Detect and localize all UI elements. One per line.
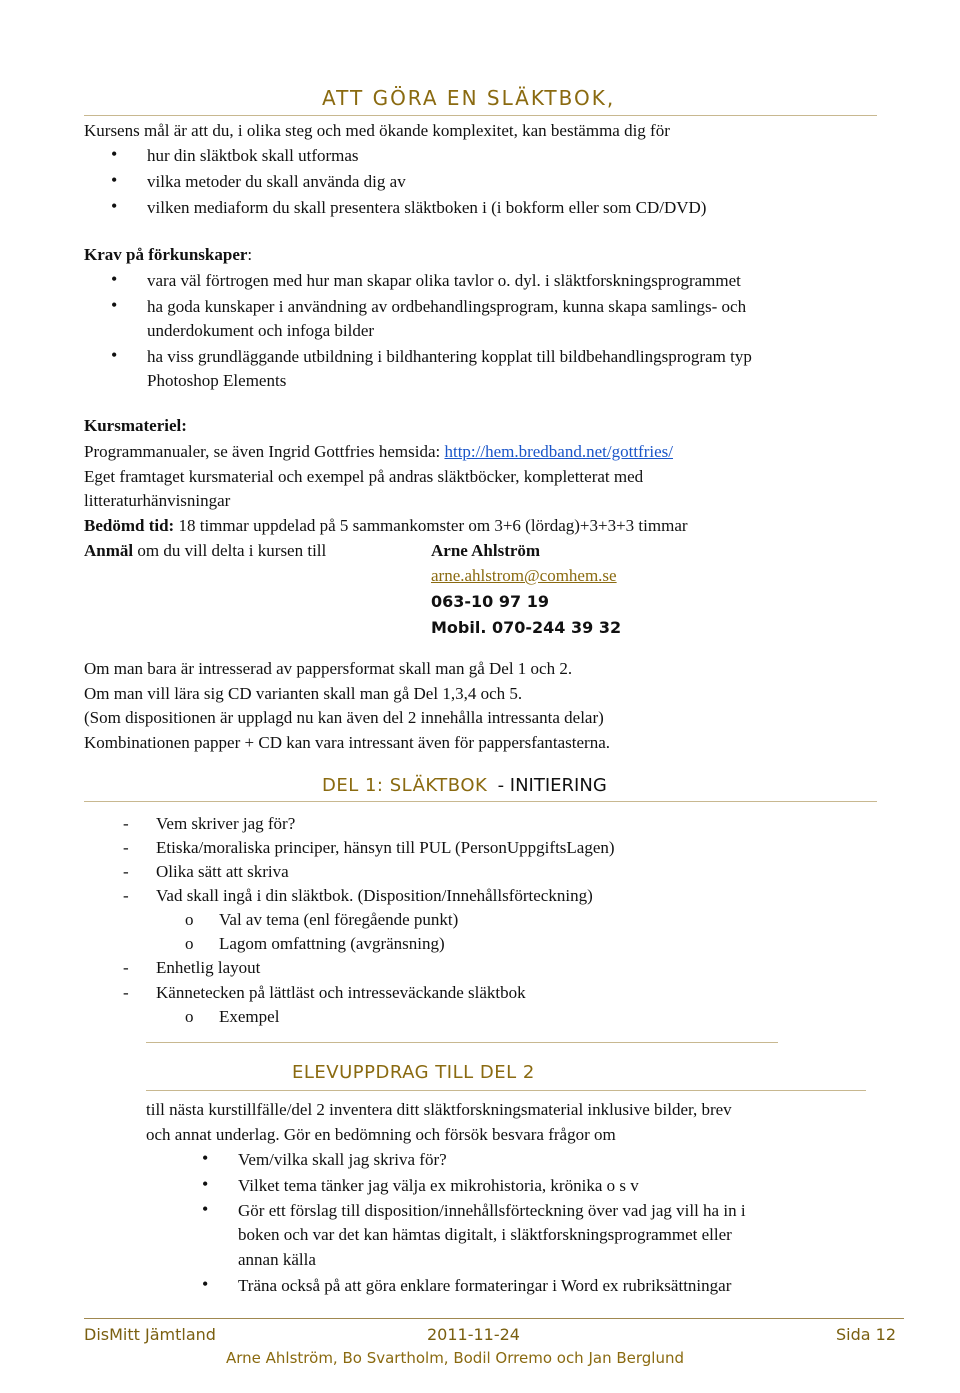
part1-item: - Enhetlig layout [156,958,260,978]
note-line: Kombinationen papper + CD kan vara intressant även för pappersfantasterna. [84,733,611,752]
contact-email-link[interactable]: arne.ahlstrom@comhem.se [431,566,617,585]
prereq-item-cont: underdokument och infoga bilder [147,321,375,340]
part1-subitem: o Lagom omfattning (avgränsning) [219,934,445,954]
time-label: Bedömd tid: [84,516,175,535]
assignment-heading: ELEVUPPDRAG TILL DEL 2 [292,1062,535,1083]
page-title: ATT GÖRA EN SLÄKTBOK, [322,86,616,110]
assignment-intro: till nästa kurstillfälle/del 2 inventera ditt släktforskningsmaterial inklusive bilder, brev [146,1100,732,1119]
assignment-item: • Vem/vilka skall jag skriva för? [238,1150,447,1170]
prereq-item: • ha viss grundläggande utbildning i bildhantering kopplat till bildbehandlingsprogram typ [147,347,752,367]
prereq-colon: : [247,245,253,264]
part1-item: - Vad skall ingå i din släktbok. (Disposition/Innehållsförteckning) [156,886,593,906]
footer-date: 2011-11-24 [427,1325,520,1344]
gottfries-link[interactable]: http://hem.bredband.net/gottfries/ [444,442,673,461]
assignment-item: • Gör ett förslag till disposition/innehållsförteckning över vad jag vill ha in i [238,1201,746,1221]
goals-item: • vilken mediaform du skall presentera släktboken i (i bokform eller som CD/DVD) [147,198,706,218]
part1-subitem: o Exempel [219,1007,279,1027]
part1-item: - Vem skriver jag för? [156,814,295,834]
part1-item: - Kännetecken på lättläst och intresseväckande släktbok [156,983,526,1003]
material-heading [84,416,187,436]
prereq-heading: Krav på förkunskaper [84,245,248,264]
goals-item: • hur din släktbok skall utformas [147,146,359,166]
assignment-item: • Vilket tema tänker jag välja ex mikrohistoria, krönika o s v [238,1176,639,1196]
signup-label: Anmäl [84,541,134,560]
prereq-item: • ha goda kunskaper i användning av ordbehandlingsprogram, kunna skapa samlings- och [147,297,746,317]
contact-name [431,541,540,561]
assignment-intro: och annat underlag. Gör en bedömning och försök besvara frågor om [146,1125,616,1144]
part1-item: - Olika sätt att skriva [156,862,289,882]
contact-email-line [431,566,617,586]
material-line-3: litteraturhänvisningar [84,491,231,510]
material-line-2: Eget framtaget kursmaterial och exempel på andras släktböcker, kompletterat med [84,467,644,486]
part1-heading-line [322,775,607,796]
signup-text: om du vill delta i kursen till [133,541,327,560]
material-line-1 [84,442,673,462]
contact-phone: 063-10 97 19 [431,592,549,611]
prereq-item: • vara väl förtrogen med hur man skapar olika tavlor o. dyl. i släktforskningsprogrammet [147,271,741,291]
note-line: (Som dispositionen är upplagd nu kan även del 2 innehålla intressanta delar) [84,708,604,727]
footer-org: DisMitt Jämtland [84,1325,216,1344]
signup-line [84,541,326,561]
goals-item: • vilka metoder du skall använda dig av [147,172,406,192]
time-line [84,516,688,536]
note-line: Om man vill lära sig CD varianten skall man gå Del 1,3,4 och 5. [84,684,523,703]
prereq-item-cont: Photoshop Elements [147,371,287,390]
note-line: Om man bara är intresserad av pappersformat skall man gå Del 1 och 2. [84,659,573,678]
part1-subitem: o Val av tema (enl föregående punkt) [219,910,458,930]
contact-name-text: Arne Ahlström [431,541,541,560]
assignment-item-cont: boken och var det kan hämtas digitalt, i släktforskningsprogrammet eller [238,1225,732,1244]
assignment-rule [146,1090,866,1091]
part1-item: - Etiska/moraliska principer, hänsyn till PUL (PersonUppgiftsLagen) [156,838,615,858]
goals-intro: Kursens mål är att du, i olika steg och med ökande komplexitet, kan bestämma dig för [84,121,670,140]
assignment-item-cont: annan källa [238,1250,316,1269]
contact-mobile: Mobil. 070-244 39 32 [431,618,622,637]
assignment-item: • Träna också på att göra enklare formateringar i Word ex rubriksättningar [238,1276,731,1296]
part1-bottom-rule [146,1042,778,1043]
part1-rule [84,801,877,802]
prereq-heading-line [84,245,252,265]
time-text: 18 timmar uppdelad på 5 sammankomster om 3+6 (lördag)+3+3+3 timmar [174,516,688,535]
title-rule [84,115,877,116]
footer-rule [84,1318,904,1319]
part1-heading: DEL 1: SLÄKTBOK [322,775,488,796]
footer-page: Sida 12 [836,1325,897,1344]
footer-authors: Arne Ahlström, Bo Svartholm, Bodil Orremo och Jan Berglund [226,1349,684,1367]
material-text: Programmanualer, se även Ingrid Gottfries hemsida: [84,442,445,461]
part1-heading-suffix: - INITIERING [497,775,607,796]
material-heading-text: Kursmateriel: [84,416,187,435]
